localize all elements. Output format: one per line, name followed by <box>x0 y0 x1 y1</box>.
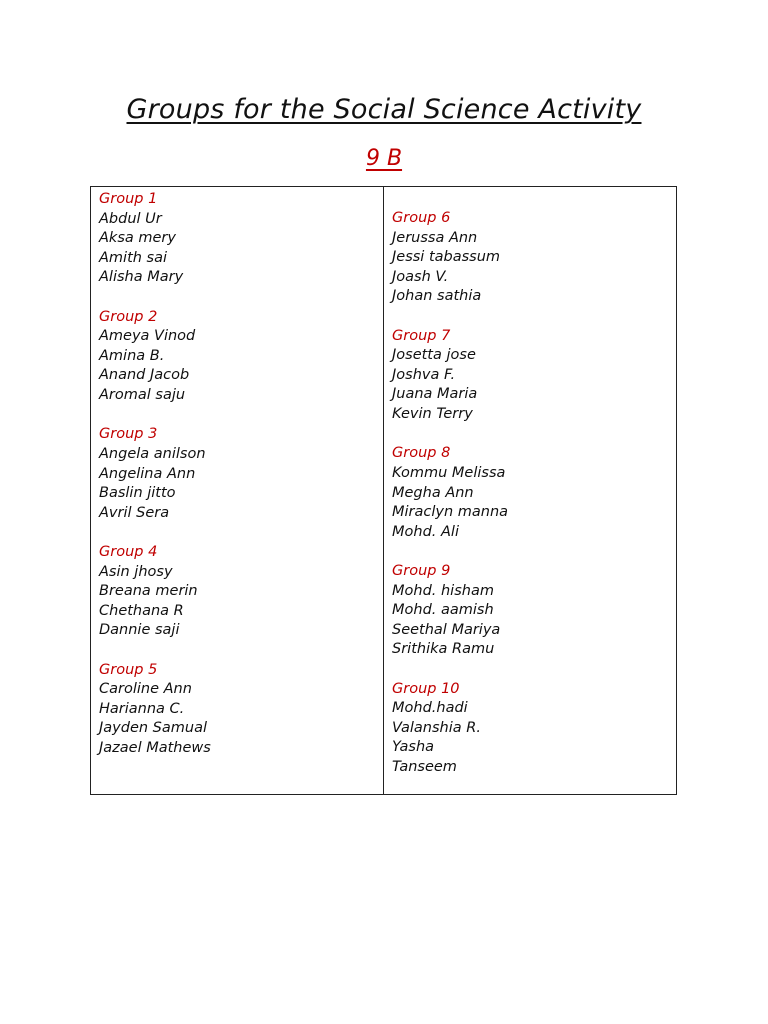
group-block <box>99 425 383 523</box>
group-member: Chethana R <box>99 602 184 619</box>
group-member: Mohd.hadi <box>392 700 468 717</box>
group-block <box>99 543 383 641</box>
group-member: Aromal saju <box>99 387 186 404</box>
group-member: Aksa mery <box>99 230 176 247</box>
group-member: Alisha Mary <box>99 269 184 286</box>
group-member: Jerussa Ann <box>392 229 478 246</box>
group-block <box>392 562 676 660</box>
group-member: Mohd. aamish <box>392 602 494 619</box>
group-member: Kommu Melissa <box>392 464 506 481</box>
group-member: Josetta jose <box>392 347 476 364</box>
group-member: Yasha <box>392 739 435 756</box>
group-member: Anand Jacob <box>99 367 190 384</box>
group-label: Group 8 <box>392 445 451 462</box>
group-label: Group 4 <box>99 543 158 560</box>
group-member: Mohd. hisham <box>392 582 494 599</box>
group-label: Group 2 <box>99 308 158 325</box>
group-member: Breana merin <box>99 583 198 600</box>
group-block <box>99 308 383 406</box>
group-member: Juana Maria <box>392 386 478 403</box>
group-member: Srithika Ramu <box>392 641 495 658</box>
group-block <box>392 680 676 778</box>
group-member: Johan sathia <box>392 288 482 305</box>
group-member: Tanseem <box>392 759 457 775</box>
group-label: Group 1 <box>99 191 158 207</box>
group-member: Kevin Terry <box>392 406 473 423</box>
group-member: Avril Sera <box>99 504 170 521</box>
group-member: Ameya Vinod <box>99 328 196 345</box>
group-label: Group 5 <box>99 661 158 678</box>
group-member: Valanshia R. <box>392 719 481 736</box>
group-member: Joshva F. <box>392 366 456 383</box>
group-block <box>99 190 383 288</box>
group-member: Megha Ann <box>392 484 474 501</box>
group-member: Asin jhosy <box>99 563 173 580</box>
group-member: Baslin jitto <box>99 485 176 502</box>
group-block <box>392 444 676 542</box>
group-label: Group 6 <box>392 210 451 226</box>
groups-column-right <box>384 187 676 794</box>
group-member: Dannie saji <box>99 622 180 639</box>
group-member: Amith sai <box>99 249 168 266</box>
group-member: Harianna C. <box>99 700 185 717</box>
group-block <box>392 327 676 425</box>
group-label: Group 3 <box>99 426 158 443</box>
group-member: Angela anilson <box>99 445 206 462</box>
group-label: Group 10 <box>392 680 460 697</box>
groups-column-left <box>91 187 384 794</box>
group-member: Caroline Ann <box>99 681 192 698</box>
group-member: Amina B. <box>99 347 165 364</box>
group-member: Angelina Ann <box>99 465 196 482</box>
class-label: 9 B <box>365 146 403 171</box>
group-member: Jessi tabassum <box>392 249 501 266</box>
group-member: Abdul Ur <box>99 210 162 227</box>
group-member: Seethal Mariya <box>392 621 501 638</box>
page-title: Groups for the Social Science Activity <box>126 94 642 125</box>
group-member: Mohd. Ali <box>392 523 459 540</box>
group-label: Group 9 <box>392 562 451 579</box>
group-member: Joash V. <box>392 268 449 285</box>
group-member: Jazael Mathews <box>99 740 211 756</box>
group-member: Miraclyn manna <box>392 504 509 521</box>
group-label: Group 7 <box>392 327 451 344</box>
group-member: Jayden Samual <box>99 720 207 737</box>
group-block <box>99 661 383 759</box>
group-block <box>392 209 676 307</box>
groups-table <box>90 186 677 795</box>
